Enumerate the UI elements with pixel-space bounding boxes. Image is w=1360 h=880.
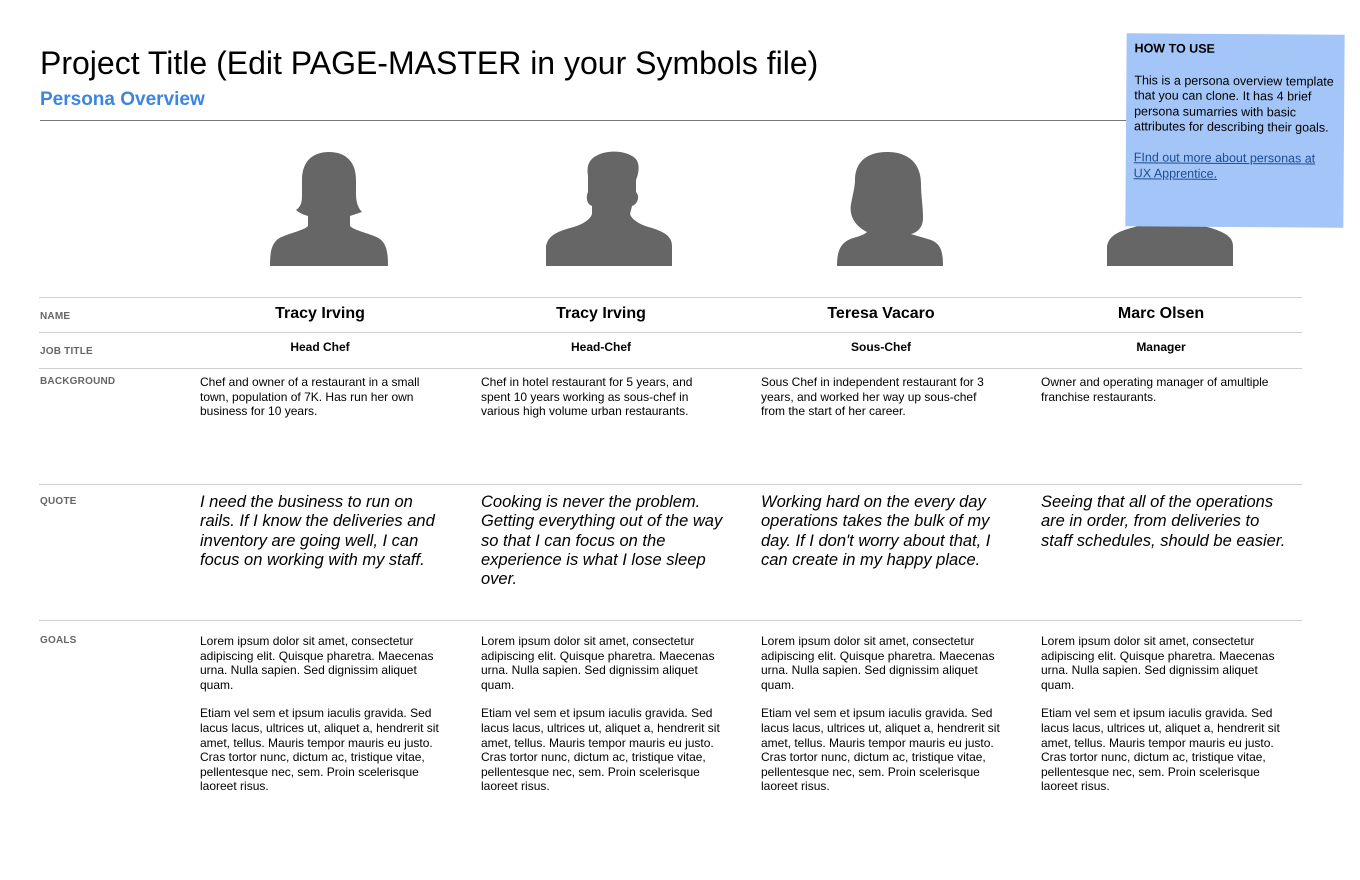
persona-goals bbox=[481, 634, 723, 808]
persona-background: Chef and owner of a restaurant in a small town, population of 7K. Has run her own business for 10 years. bbox=[200, 375, 420, 419]
goal-paragraph: Etiam vel sem et ipsum iaculis gravida. Sed lacus lacus, ultrices ut, aliquet a, hendrerit sit amet, tellus. Mauris tempor mauris eu justo. Cras tortor nunc, dictum ac, tristique vitae, pellentesque nec, sem. Proin scelerisque laoreet risus. bbox=[481, 706, 720, 794]
goal-paragraph: Lorem ipsum dolor sit amet, consectetur adipiscing elit. Quisque pharetra. Maecenas urna. Nulla sapien. Sed dignissim aliquet quam. bbox=[1041, 634, 1275, 692]
persona-name: Tracy Irving bbox=[556, 305, 646, 322]
persona-name: Marc Olsen bbox=[1117, 305, 1205, 322]
persona-quote: Cooking is never the problem. Getting everything out of the way so that I can focus on the experience is what I lose sleep over. bbox=[481, 493, 723, 589]
row-label-job-title: JOB TITLE bbox=[40, 346, 93, 357]
goal-paragraph: Lorem ipsum dolor sit amet, consectetur adipiscing elit. Quisque pharetra. Maecenas urna. Nulla sapien. Sed dignissim aliquet quam. bbox=[200, 634, 434, 692]
female-silhouette-icon bbox=[264, 150, 394, 266]
how-to-use-sticky-note bbox=[1125, 33, 1344, 228]
male-silhouette-icon bbox=[544, 150, 674, 266]
page-subtitle: Persona Overview bbox=[40, 89, 205, 110]
goal-paragraph: Etiam vel sem et ipsum iaculis gravida. Sed lacus lacus, ultrices ut, aliquet a, hendrerit sit amet, tellus. Mauris tempor mauris eu justo. Cras tortor nunc, dictum ac, tristique vitae, pellentesque nec, sem. Proin scelerisque laoreet risus. bbox=[200, 706, 439, 794]
goal-paragraph: Etiam vel sem et ipsum iaculis gravida. Sed lacus lacus, ultrices ut, aliquet a, hendrerit sit amet, tellus. Mauris tempor mauris eu justo. Cras tortor nunc, dictum ac, tristique vitae, pellentesque nec, sem. Proin scelerisque laoreet risus. bbox=[1041, 706, 1280, 794]
persona-goals bbox=[761, 634, 1003, 808]
sticky-note-body: This is a persona overview template that you can clone. It has 4 brief persona sumarries with basic attributes for describing their goals. bbox=[1133, 72, 1334, 136]
row-label-quote: QUOTE bbox=[40, 496, 77, 507]
title-divider bbox=[40, 120, 1302, 121]
persona-goals bbox=[1041, 634, 1283, 808]
row-divider bbox=[39, 297, 1302, 298]
female-silhouette-icon bbox=[825, 150, 955, 266]
goal-paragraph: Etiam vel sem et ipsum iaculis gravida. Sed lacus lacus, ultrices ut, aliquet a, hendrerit sit amet, tellus. Mauris tempor mauris eu justo. Cras tortor nunc, dictum ac, tristique vitae, pellentesque nec, sem. Proin scelerisque laoreet risus. bbox=[761, 706, 1000, 794]
persona-job-title: Manager bbox=[1136, 340, 1186, 354]
persona-job-title: Head-Chef bbox=[570, 340, 631, 354]
persona-name: Teresa Vacaro bbox=[827, 305, 935, 322]
row-divider bbox=[39, 620, 1302, 621]
persona-background: Owner and operating manager of amultiple franchise restaurants. bbox=[1041, 375, 1269, 404]
persona-quote: Working hard on the every day operations takes the bulk of my day. If I don't worry about that, I can create in my happy place. bbox=[761, 493, 991, 569]
page-title: Project Title (Edit PAGE-MASTER in your Symbols file) bbox=[40, 45, 819, 81]
goal-paragraph: Lorem ipsum dolor sit amet, consectetur adipiscing elit. Quisque pharetra. Maecenas urna. Nulla sapien. Sed dignissim aliquet quam. bbox=[481, 634, 715, 692]
row-divider bbox=[39, 368, 1302, 369]
row-label-name: NAME bbox=[40, 311, 71, 322]
ux-apprentice-link[interactable]: FInd out more about personas at UX Apprentice. bbox=[1133, 150, 1316, 181]
persona-quote: Seeing that all of the operations are in order, from deliveries to staff schedules, should be easier. bbox=[1041, 493, 1286, 550]
persona-goals bbox=[200, 634, 442, 808]
goal-paragraph: Lorem ipsum dolor sit amet, consectetur adipiscing elit. Quisque pharetra. Maecenas urna. Nulla sapien. Sed dignissim aliquet quam. bbox=[761, 634, 995, 692]
persona-background: Sous Chef in independent restaurant for 3 years, and worked her way up sous-chef from the start of her career. bbox=[761, 375, 984, 419]
persona-job-title: Head Chef bbox=[290, 340, 350, 354]
row-divider bbox=[39, 332, 1302, 333]
row-label-background: BACKGROUND bbox=[40, 376, 116, 387]
row-divider bbox=[39, 484, 1302, 485]
sticky-note-title: HOW TO USE bbox=[1134, 41, 1215, 56]
persona-name: Tracy Irving bbox=[275, 305, 365, 322]
row-label-goals: GOALS bbox=[40, 635, 77, 646]
persona-quote: I need the business to run on rails. If I know the deliveries and inventory are going well, I can focus on working with my staff. bbox=[200, 493, 435, 569]
persona-job-title: Sous-Chef bbox=[851, 340, 911, 354]
persona-background: Chef in hotel restaurant for 5 years, and spent 10 years working as sous-chef in various high volume urban restaurants. bbox=[481, 375, 693, 419]
